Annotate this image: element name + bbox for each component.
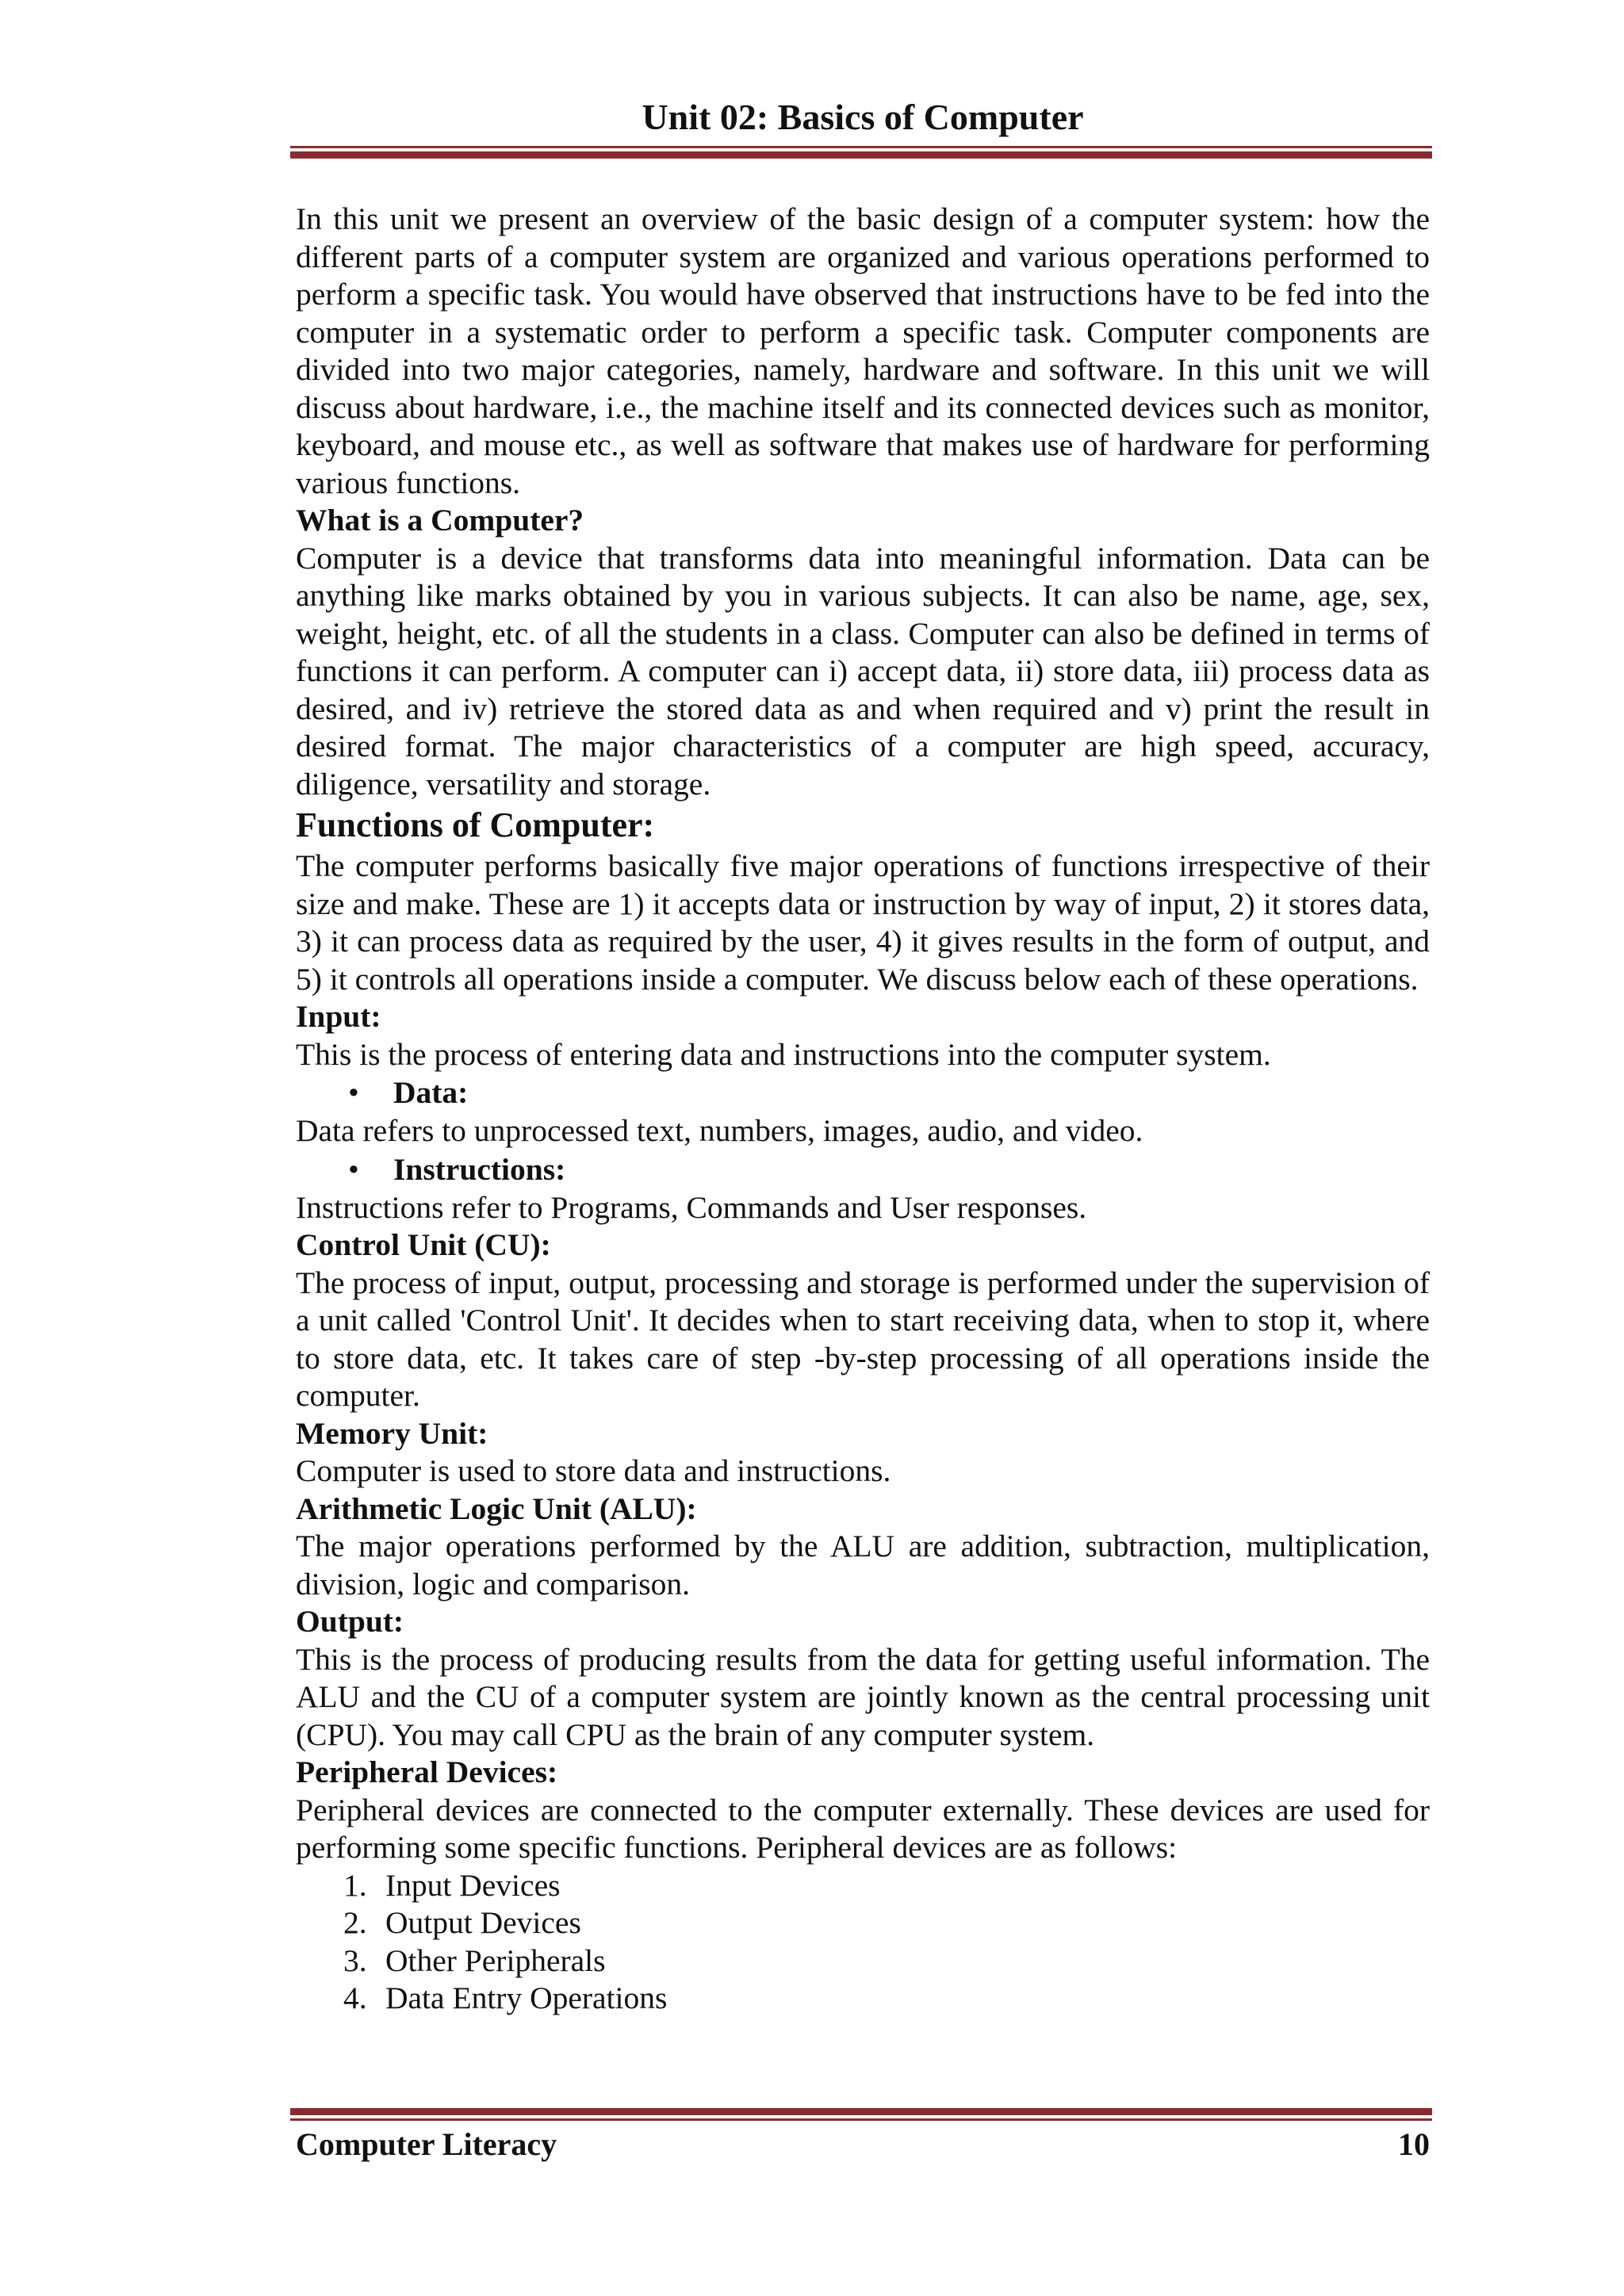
data-bullet-label: Data: bbox=[393, 1075, 469, 1110]
peripheral-list bbox=[296, 1867, 1430, 2018]
instructions-paragraph: Instructions refer to Programs, Commands and User responses. bbox=[296, 1189, 1087, 1225]
memory-unit-heading: Memory Unit: bbox=[296, 1415, 488, 1451]
page-content bbox=[296, 201, 1430, 2018]
header-rule bbox=[290, 146, 1432, 159]
instructions-bullet-label: Instructions: bbox=[393, 1151, 566, 1187]
list-item: 1. Input Devices bbox=[343, 1867, 561, 1903]
peripheral-heading: Peripheral Devices: bbox=[296, 1755, 558, 1789]
intro-paragraph: In this unit we present an overview of the basic design of a computer system: how the different parts of a computer system are organized and various operations performed to perform a specific task. You would have observed that instructions have to be fed into the computer in a systematic order to perform a specific task. Computer components are divided into two major categories, namely, hardware and software. In this unit we will discuss about hardware, i.e., the machine itself and its connected devices such as monitor, keyboard, and mouse etc., as well as software that makes use of hardware for performing various functions. bbox=[296, 201, 1430, 500]
what-is-heading: What is a Computer? bbox=[296, 503, 584, 538]
list-item: 2. Output Devices bbox=[343, 1905, 581, 1940]
input-paragraph: This is the process of entering data and instructions into the computer system. bbox=[296, 1036, 1271, 1072]
alu-paragraph: The major operations performed by the ALU are addition, subtraction, multiplication, division, logic and comparison. bbox=[296, 1529, 1430, 1601]
alu-heading: Arithmetic Logic Unit (ALU): bbox=[296, 1490, 697, 1526]
control-unit-heading: Control Unit (CU): bbox=[296, 1227, 551, 1262]
page-header-title: Unit 02: Basics of Computer bbox=[642, 97, 1084, 137]
data-bullet bbox=[296, 1073, 1430, 1112]
control-unit-paragraph: The process of input, output, processing and storage is performed under the supervision of a unit called 'Control Unit'. It decides when to start receiving data, when to stop it, where to store data, etc. It takes care of step -by-step processing of all operations inside the computer. bbox=[296, 1265, 1430, 1413]
functions-heading: Functions of Computer: bbox=[296, 806, 655, 844]
footer-rule bbox=[290, 2108, 1432, 2121]
memory-unit-paragraph: Computer is used to store data and instructions. bbox=[296, 1453, 891, 1488]
what-is-paragraph: Computer is a device that transforms data into meaningful information. Data can be anything like marks obtained by you in various subjects. It can also be name, age, sex, weight, height, etc. of all the students in a class. Computer can also be defined in terms of functions it can perform. A computer can i) accept data, ii) store data, iii) process data as desired, and iv) retrieve the stored data as and when required and v) print the result in desired format. The major characteristics of a computer are high speed, accuracy, diligence, versatility and storage. bbox=[296, 540, 1430, 802]
list-item: 4. Data Entry Operations bbox=[343, 1980, 668, 2015]
functions-paragraph: The computer performs basically five major operations of functions irrespective of their size and make. These are 1) it accepts data or instruction by way of input, 2) it stores data, 3) it can process data as required by the user, 4) it gives results in the form of output, and 5) it controls all operations inside a computer. We discuss below each of these operations. bbox=[296, 848, 1430, 997]
footer-book-title: Computer Literacy bbox=[296, 2126, 557, 2162]
bullet-icon: • bbox=[348, 1151, 359, 1187]
output-paragraph: This is the process of producing results from the data for getting useful information. The ALU and the CU of a computer system are jointly known as the central processing unit (CPU). You may call CPU as the brain of any computer system. bbox=[296, 1641, 1430, 1752]
data-paragraph: Data refers to unprocessed text, numbers, images, audio, and video. bbox=[296, 1113, 1143, 1148]
input-heading: Input: bbox=[296, 999, 381, 1034]
page-footer bbox=[296, 2125, 1430, 2164]
page-number: 10 bbox=[1398, 2126, 1430, 2162]
instructions-bullet bbox=[296, 1150, 1430, 1189]
bullet-icon: • bbox=[348, 1075, 359, 1110]
list-item: 3. Other Peripherals bbox=[343, 1942, 606, 1978]
output-heading: Output: bbox=[296, 1604, 404, 1639]
peripheral-paragraph: Peripheral devices are connected to the computer externally. These devices are used for performing some specific functions. Peripheral devices are as follows: bbox=[296, 1792, 1430, 1865]
